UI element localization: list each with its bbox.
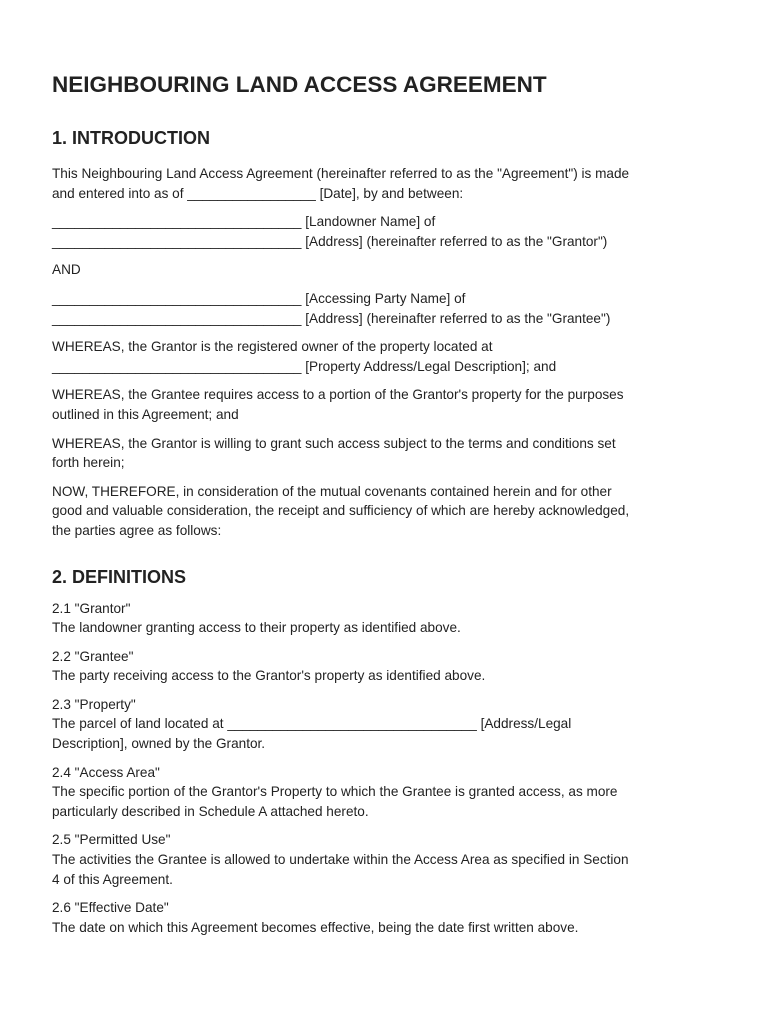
grantor-parties-block	[52, 212, 722, 251]
definition-text: The activities the Grantee is allowed to undertake within the Access Area as specified in Section	[52, 852, 629, 868]
definition-item	[52, 763, 722, 822]
definition-term: 2.2 "Grantee"	[52, 648, 134, 664]
section-heading-introduction: 1. INTRODUCTION	[52, 128, 211, 148]
definition-text: particularly described in Schedule A attached hereto.	[52, 803, 369, 819]
text-line: WHEREAS, the Grantor is the registered owner of the property located at	[52, 339, 493, 355]
definition-text: Description], owned by the Grantor.	[52, 736, 266, 752]
definition-item	[52, 830, 722, 889]
definition-text: 4 of this Agreement.	[52, 871, 173, 887]
definition-text: The parcel of land located at _________________________________ [Address/Legal	[52, 716, 572, 732]
text-line: good and valuable consideration, the receipt and sufficiency of which are hereby acknowledged,	[52, 503, 630, 519]
definition-term: 2.1 "Grantor"	[52, 600, 131, 616]
document-title: NEIGHBOURING LAND ACCESS AGREEMENT	[52, 72, 547, 97]
text-line: NOW, THEREFORE, in consideration of the mutual covenants contained herein and for other	[52, 483, 612, 499]
text-line: forth herein;	[52, 455, 125, 471]
definition-item	[52, 695, 722, 754]
text-line: WHEREAS, the Grantee requires access to a portion of the Grantor's property for the purposes	[52, 387, 624, 403]
whereas-willing-paragraph	[52, 434, 722, 473]
whereas-access-paragraph	[52, 385, 722, 424]
grantee-parties-block	[52, 289, 722, 328]
definition-text: The date on which this Agreement becomes effective, being the date first written above.	[52, 919, 579, 935]
definition-item	[52, 599, 722, 638]
whereas-ownership-paragraph	[52, 337, 722, 376]
text-line: AND	[52, 262, 81, 278]
definition-item	[52, 647, 722, 686]
text-line: _________________________________ [Address] (hereinafter referred to as the "Grantee")	[52, 310, 611, 326]
text-line: outlined in this Agreement; and	[52, 406, 239, 422]
definition-term: 2.3 "Property"	[52, 696, 136, 712]
text-line: _________________________________ [Landowner Name] of	[52, 214, 436, 230]
text-line: and entered into as of _________________ [Date], by and between:	[52, 185, 464, 201]
definition-term: 2.5 "Permitted Use"	[52, 832, 171, 848]
text-line: _________________________________ [Property Address/Legal Description]; and	[52, 358, 557, 374]
definition-term: 2.6 "Effective Date"	[52, 900, 169, 916]
intro-paragraph-opening	[52, 164, 722, 203]
text-line: _________________________________ [Address] (hereinafter referred to as the "Grantor")	[52, 233, 608, 249]
definition-text: The landowner granting access to their property as identified above.	[52, 620, 461, 636]
text-line: _________________________________ [Accessing Party Name] of	[52, 290, 466, 306]
definition-text: The specific portion of the Grantor's Property to which the Grantee is granted access, as more	[52, 784, 618, 800]
document-page	[52, 70, 722, 946]
text-line: WHEREAS, the Grantor is willing to grant such access subject to the terms and conditions set	[52, 435, 616, 451]
definition-item	[52, 898, 722, 937]
text-line: This Neighbouring Land Access Agreement (hereinafter referred to as the "Agreement") is made	[52, 166, 630, 181]
now-therefore-paragraph	[52, 482, 722, 541]
definition-text: The party receiving access to the Grantor's property as identified above.	[52, 668, 486, 684]
definition-term: 2.4 "Access Area"	[52, 764, 160, 780]
text-line: the parties agree as follows:	[52, 522, 222, 538]
section-heading-definitions: 2. DEFINITIONS	[52, 566, 187, 587]
and-separator	[52, 260, 722, 280]
